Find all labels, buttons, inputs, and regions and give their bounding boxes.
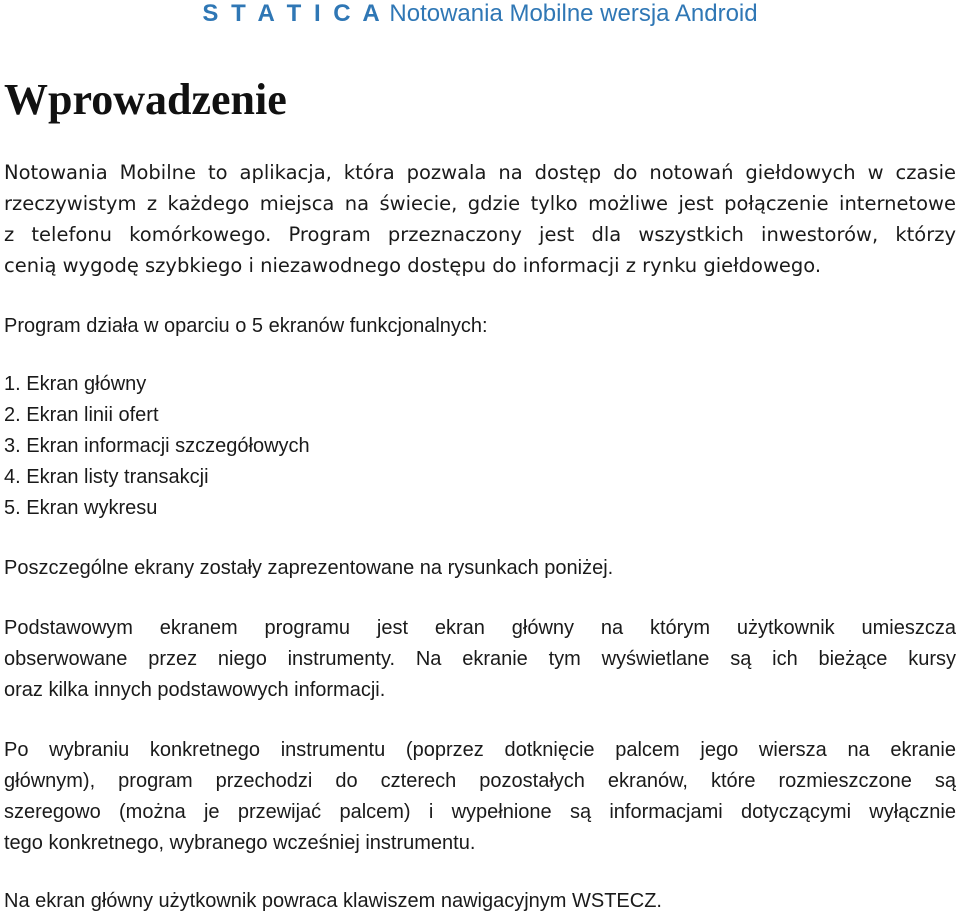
list-item: 1. Ekran główny xyxy=(4,373,147,395)
intro-line: cenią wygodę szybkiego i niezawodnego dostępu do informacji z rynku giełdowego. xyxy=(4,254,822,277)
main-screen-line: obserwowane przez niego instrumenty. Na ekranie tym wyświetlane są ich bieżące kursy xyxy=(4,648,956,670)
main-screen-line: oraz kilka innych podstawowych informacji. xyxy=(4,679,386,701)
selection-paragraph xyxy=(4,735,956,859)
figures-note: Poszczególne ekrany zostały zaprezentowane na rysunkach poniżej. xyxy=(4,557,614,579)
list-item: 5. Ekran wykresu xyxy=(4,497,158,519)
intro-line: rzeczywistym z każdego miejsca na świecie, gdzie tylko możliwe jest połączenie internetowe xyxy=(4,192,956,215)
selection-line: Po wybraniu konkretnego instrumentu (poprzez dotknięcie palcem jego wiersza na ekranie xyxy=(4,739,956,761)
page-title: Wprowadzenie xyxy=(4,75,287,124)
brand-name: S T A T I C A xyxy=(202,0,383,27)
screens-intro: Program działa w oparciu o 5 ekranów funkcjonalnych: xyxy=(4,315,488,337)
selection-line: szeregowo (można je przewijać palcem) i wypełnione są informacjami dotyczącymi wyłącznie xyxy=(4,801,956,823)
main-screen-line: Podstawowym ekranem programu jest ekran główny na którym użytkownik umieszcza xyxy=(4,617,956,639)
list-item: 4. Ekran listy transakcji xyxy=(4,466,209,488)
main-screen-paragraph xyxy=(4,613,956,706)
intro-line: z telefonu komórkowego. Program przeznaczony jest dla wszystkich inwestorów, którzy xyxy=(4,223,956,246)
back-note: Na ekran główny użytkownik powraca klawiszem nawigacyjnym WSTECZ. xyxy=(4,890,662,912)
list-item: 2. Ekran linii ofert xyxy=(4,404,159,426)
intro-line: Notowania Mobilne to aplikacja, która pozwala na dostęp do notowań giełdowych w czasie xyxy=(4,161,956,184)
screens-list xyxy=(4,369,310,524)
selection-line: tego konkretnego, wybranego wcześniej instrumentu. xyxy=(4,832,476,854)
list-item: 3. Ekran informacji szczegółowych xyxy=(4,435,310,457)
document-header xyxy=(0,0,960,28)
header-subtitle: Notowania Mobilne wersja Android xyxy=(389,0,758,27)
selection-line: głównym), program przechodzi do czterech pozostałych ekranów, które rozmieszczone są xyxy=(4,770,956,792)
intro-paragraph xyxy=(4,157,956,281)
